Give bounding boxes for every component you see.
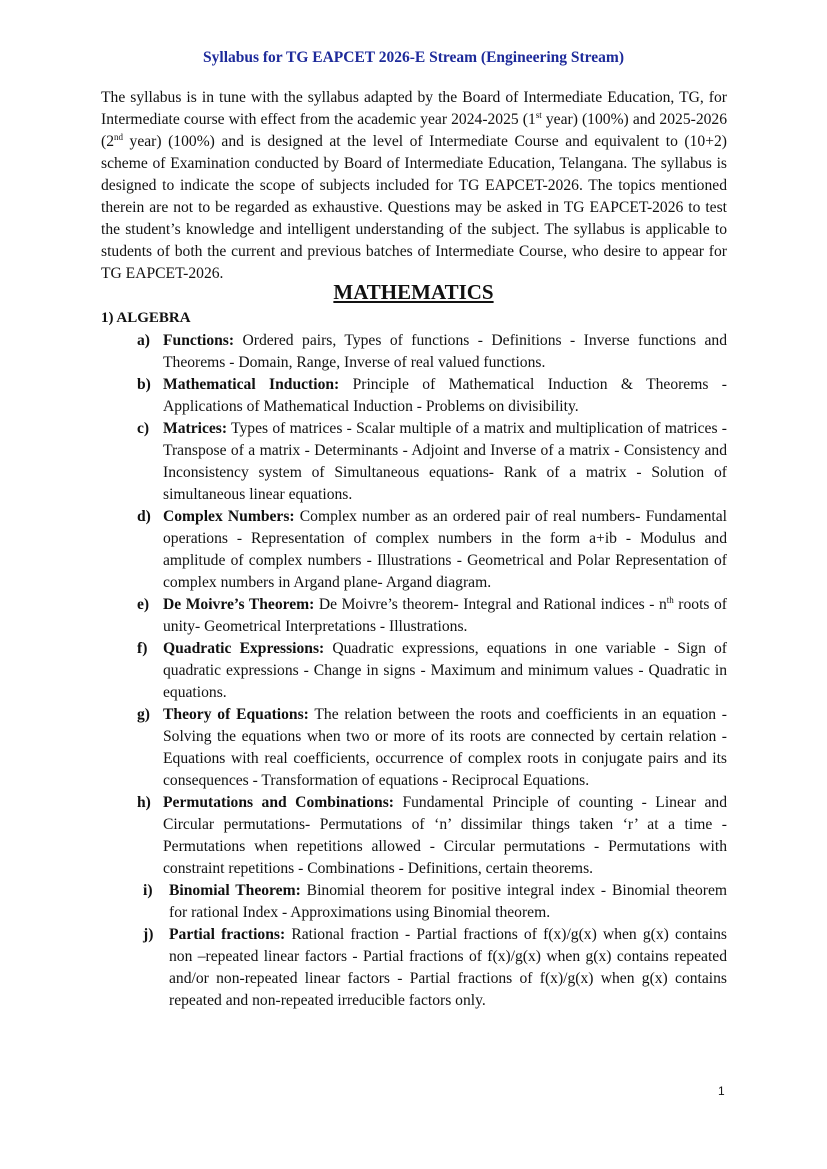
topic-item xyxy=(101,418,727,506)
superscript: st xyxy=(535,110,542,120)
item-letter: f) xyxy=(137,640,148,657)
item-text: Ordered pairs, Types of functions - Definitions - Inverse functions and Theorems - Domain, Range, Inverse of real valued functions. xyxy=(163,332,727,371)
item-text: Principle of Mathematical Induction & Theorems - Applications of Mathematical Induction - Problems on divisibility. xyxy=(163,376,727,415)
subject-heading: MATHEMATICS xyxy=(333,280,494,304)
item-letter: h) xyxy=(137,794,151,811)
topic-item xyxy=(101,792,727,880)
item-label: Mathematical Induction: xyxy=(163,376,340,393)
item-text: De Moivre’s theorem- Integral and Rational indices - n xyxy=(314,596,667,613)
topic-item xyxy=(101,330,727,374)
item-letter: c) xyxy=(137,420,150,437)
item-label: Theory of Equations: xyxy=(163,706,309,723)
item-text: Fundamental Principle of counting - Linear and Circular permutations- Permutations of ‘n’ dissimilar things taken ‘r’ at a time - Permutations when repetitions allowed - Circular permutations - Permutations with constraint repetitions - Combinations - Definitions, certain theorems. xyxy=(163,794,727,877)
section-heading: 1) ALGEBRA xyxy=(101,310,191,326)
item-label: Matrices: xyxy=(163,420,228,437)
item-letter: g) xyxy=(137,706,150,723)
item-label: De Moivre’s Theorem: xyxy=(163,596,315,613)
topic-item xyxy=(101,638,727,704)
superscript: nd xyxy=(114,132,123,142)
item-text: roots of unity- Geometrical Interpretations - Illustrations. xyxy=(163,596,727,635)
item-text: Binomial theorem for positive integral index - Binomial theorem for rational Index - Approximations using Binomial theorem. xyxy=(169,882,727,921)
intro-paragraph xyxy=(101,87,727,285)
document-title: Syllabus for TG EAPCET 2026-E Stream (Engineering Stream) xyxy=(203,49,624,66)
page-number: 1 xyxy=(718,1084,725,1098)
topic-list xyxy=(101,330,727,1012)
intro-text: year) (100%) and is designed at the level of Intermediate Course and equivalent to (10+2) scheme of Examination conducted by Board of Intermediate Education, Telangana. The syllabus is designed to indicate the scope of subjects included for TG EAPCET-2026. The topics mentioned therein are not to be regarded as exhaustive. Questions may be asked in TG EAPCET-2026 to test the student’s knowledge and intelligent understanding of the subject. The syllabus is applicable to students of both the current and previous batches of Intermediate Course, who desire to appear for TG EAPCET-2026. xyxy=(101,133,727,282)
item-text: Rational fraction - Partial fractions of f(x)/g(x) when g(x) contains non –repeated linear factors - Partial fractions of f(x)/g(x) when g(x) contains repeated and/or non-repeated linear factors - Partial fractions of f(x)/g(x) when g(x) contains repeated and non-repeated irreducible factors only. xyxy=(169,926,727,1009)
topic-item xyxy=(101,924,727,1012)
item-text: Complex number as an ordered pair of real numbers- Fundamental operations - Representation of complex numbers in the form a+ib - Modulus and amplitude of complex numbers - Illustrations - Geometrical and Polar Representation of complex numbers in Argand plane- Argand diagram. xyxy=(163,508,727,591)
intro-text: The syllabus is in tune with the syllabus adapted by the Board of Intermediate Education, TG, for Intermediate course with effect from the academic year 2024-2025 (1 xyxy=(101,89,727,128)
item-letter: a) xyxy=(137,332,150,349)
topic-item xyxy=(101,594,727,638)
topic-item xyxy=(101,374,727,418)
item-text: Quadratic expressions, equations in one variable - Sign of quadratic expressions - Change in signs - Maximum and minimum values - Quadratic in equations. xyxy=(163,640,727,701)
item-label: Partial fractions: xyxy=(169,926,286,943)
intro-text: year) (100%) and 2025-2026 (2 xyxy=(101,111,728,150)
item-label: Quadratic Expressions: xyxy=(163,640,325,657)
item-text: The relation between the roots and coefficients in an equation - Solving the equations when two or more of its roots are connected by certain relation - Equations with real coefficients, occurrence of complex roots in conjugate pairs and its consequences - Transformation of equations - Reciprocal Equations. xyxy=(163,706,727,789)
superscript: th xyxy=(666,595,674,605)
topic-item xyxy=(101,704,727,792)
item-letter: d) xyxy=(137,508,151,525)
item-letter: i) xyxy=(143,882,153,899)
item-label: Permutations and Combinations: xyxy=(163,794,394,811)
item-letter: e) xyxy=(137,596,150,613)
topic-item xyxy=(101,880,727,924)
item-label: Binomial Theorem: xyxy=(169,882,301,899)
item-label: Complex Numbers: xyxy=(163,508,295,525)
item-letter: j) xyxy=(143,926,154,943)
topic-item xyxy=(101,506,727,594)
item-letter: b) xyxy=(137,376,151,393)
item-label: Functions: xyxy=(163,332,235,349)
item-text: Types of matrices - Scalar multiple of a matrix and multiplication of matrices - Transpose of a matrix - Determinants - Adjoint and Inverse of a matrix - Consistency and Inconsistency system of Simultaneous equations- Rank of a matrix - Solution of simultaneous linear equations. xyxy=(163,420,727,503)
